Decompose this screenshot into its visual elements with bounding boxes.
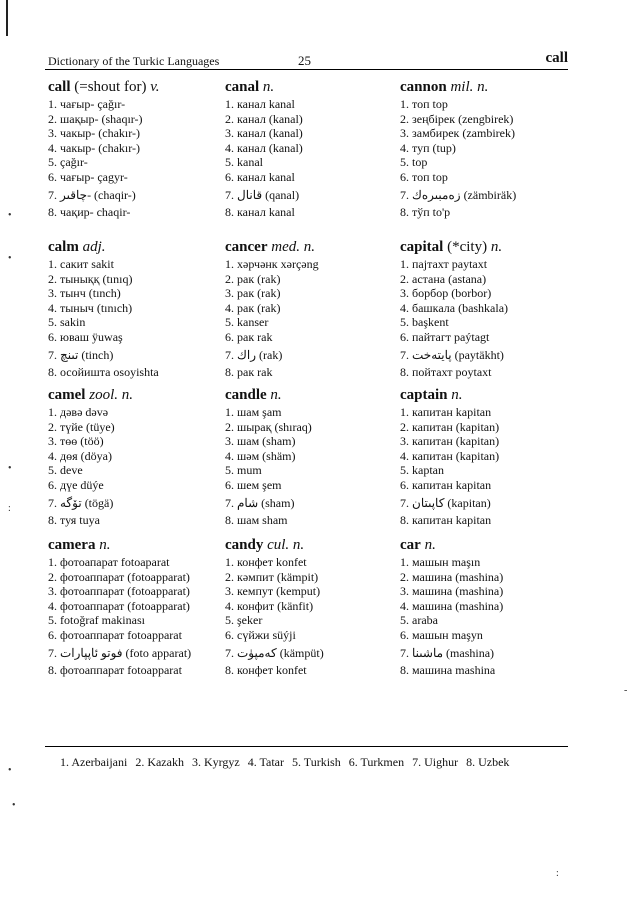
translation-item: 6. дүе düýe (48, 477, 104, 492)
dictionary-entry (225, 78, 403, 219)
margin-mark: • (8, 210, 12, 221)
translation-item: 2. фотоаппарат (fotoapparat) (48, 569, 190, 584)
language-key-item: 3. Kyrgyz (191, 755, 240, 769)
translation-item: 4. туп (tup) (400, 140, 456, 155)
translation-item: 5. kaptan (400, 463, 444, 478)
entry-headword (225, 78, 403, 97)
translation-item: 4. чакыр- (chakır-) (48, 140, 140, 155)
translation-item: 2. шырақ (shıraq) (225, 419, 312, 434)
language-key-item: 2. Kazakh (135, 755, 184, 769)
translation-item: 7. تىنچ (tinch) (48, 347, 114, 362)
headword-text: calm (48, 239, 79, 255)
translation-item: 7. چاقىر- (chaqir-) (48, 187, 136, 202)
translation-item: 8. тўп to'p (400, 204, 451, 219)
translation-item: 3. кемпут (kemput) (225, 584, 321, 599)
translation-item: 2. рак (rak) (225, 271, 281, 286)
translation-item: 2. шақыр- (shaqır-) (48, 111, 143, 126)
entry-headword (400, 386, 578, 405)
part-of-speech: n. (424, 537, 436, 553)
language-key-item: 7. Uighur (412, 755, 459, 769)
dictionary-entry (225, 386, 403, 527)
translation-item: 2. капитан (kapitan) (400, 419, 500, 434)
entry-headword (48, 386, 226, 405)
translation-item: 7. كەمپۈت (kämpüt) (225, 645, 324, 660)
translation-item: 6. чағыр- çagyr- (48, 169, 128, 184)
part-of-speech: adj. (82, 239, 106, 255)
translation-item: 8. пойтахт poytaxt (400, 364, 492, 379)
entry-headword (400, 78, 578, 97)
translation-item: 7. راك (rak) (225, 347, 283, 362)
margin-mark: - (624, 685, 628, 696)
entry-headword (225, 536, 403, 555)
translation-item: 1. топ top (400, 97, 448, 111)
dictionary-entry (400, 386, 578, 527)
translation-item: 7. تۆگە (tögä) (48, 495, 114, 510)
translation-item: 8. машина mashina (400, 662, 496, 677)
translation-item: 7. زەمبىرەك (zämbiräk) (400, 187, 517, 202)
translation-item: 6. канал kanal (225, 169, 295, 184)
translation-item: 3. шам (sham) (225, 434, 296, 449)
translation-item: 4. машина (mashina) (400, 598, 504, 613)
margin-mark: • (8, 253, 12, 264)
translation-item: 7. پايتەخت (paytäkht) (400, 347, 504, 362)
translation-item: 4. шәм (shäm) (225, 448, 296, 463)
translation-item: 5. başkent (400, 315, 449, 330)
translation-item: 8. капитан kapitan (400, 512, 492, 527)
translation-item: 5. fotoğraf makinası (48, 613, 145, 628)
margin-mark: • (12, 800, 16, 811)
translation-item: 8. осойишта osoyishta (48, 364, 159, 379)
translation-item: 2. зеңбірек (zengbirek) (400, 111, 514, 126)
translation-item: 1. пајтахт paytaxt (400, 257, 488, 271)
margin-mark: : (556, 868, 559, 879)
translation-item: 3. рак (rak) (225, 286, 281, 301)
translation-item: 3. фотоаппарат (fotoapparat) (48, 584, 190, 599)
part-of-speech: n. (99, 537, 111, 553)
translation-item: 4. дөя (döya) (48, 448, 112, 463)
translation-item: 8. фотоаппарат fotoapparat (48, 662, 182, 677)
part-of-speech: v. (150, 79, 160, 95)
translation-item: 7. كاپىتان (kapitan) (400, 495, 491, 510)
translation-item: 7. ماشىنا (mashina) (400, 645, 495, 660)
translation-item: 6. пайтагт paýtagt (400, 329, 490, 344)
part-of-speech: n. (262, 79, 275, 95)
translation-item: 3. борбор (borbor) (400, 286, 492, 301)
entry-headword (48, 238, 226, 257)
page-number: 25 (298, 53, 311, 68)
translation-item: 6. топ top (400, 169, 448, 184)
translation-item: 2. астана (astana) (400, 271, 487, 286)
entry-headword (400, 536, 578, 555)
translation-list (48, 97, 226, 219)
translation-item: 1. шам şam (225, 405, 282, 419)
translation-item: 5. şeker (225, 613, 263, 628)
headword-text: candle (225, 387, 267, 403)
headword-qualifier: (=shout for) (70, 79, 147, 95)
translation-item: 3. канал (kanal) (225, 126, 303, 141)
translation-item: 2. канал (kanal) (225, 111, 303, 126)
translation-item: 3. капитан (kapitan) (400, 434, 500, 449)
entry-headword (400, 238, 578, 257)
translation-item: 4. канал (kanal) (225, 140, 303, 155)
translation-item: 6. рак rak (225, 329, 273, 344)
translation-item: 5. deve (48, 463, 83, 478)
translation-item: 4. капитан (kapitan) (400, 448, 500, 463)
headword-text: camel (48, 387, 86, 403)
translation-list (400, 405, 578, 527)
header-rule (45, 69, 568, 70)
translation-list (400, 97, 578, 219)
entry-headword (225, 386, 403, 405)
translation-item: 1. хәрчәнк xərçəng (225, 257, 319, 271)
dictionary-entry (48, 386, 226, 527)
translation-item: 1. сакит sakit (48, 257, 114, 271)
headword-text: candy (225, 537, 264, 553)
headword-text: cancer (225, 239, 268, 255)
translation-item: 4. конфит (känfit) (225, 598, 314, 613)
headword-text: call (48, 79, 71, 95)
translation-list (225, 97, 403, 219)
translation-list (400, 555, 578, 677)
entry-headword (48, 78, 226, 97)
translation-list (48, 555, 226, 677)
language-key-item: 1. Azerbaijani (60, 755, 128, 769)
part-of-speech: n. (451, 387, 463, 403)
translation-item: 8. канал kanal (225, 204, 295, 219)
translation-item: 6. капитан kapitan (400, 477, 492, 492)
translation-item: 1. фотоапарат fotoaparat (48, 555, 170, 569)
translation-item: 4. рак (rak) (225, 300, 281, 315)
page-edge-mark (6, 0, 8, 36)
margin-mark: • (8, 463, 12, 474)
translation-item: 2. машина (mashina) (400, 569, 504, 584)
translation-item: 8. туя tuya (48, 512, 100, 527)
dictionary-entry (48, 536, 226, 677)
language-key-item: 4. Tatar (247, 755, 285, 769)
translation-item: 4. тыныч (tınıch) (48, 300, 133, 315)
headword-text: car (400, 537, 421, 553)
headword-text: captain (400, 387, 448, 403)
headword-text: canal (225, 79, 260, 95)
translation-list (225, 555, 403, 677)
translation-item: 5. sakin (48, 315, 86, 330)
translation-item: 3. чакыр- (chakır-) (48, 126, 140, 141)
translation-item: 2. кәмпит (kämpit) (225, 569, 319, 584)
part-of-speech: mil. n. (450, 79, 489, 95)
translation-item: 5. kanser (225, 315, 269, 330)
entry-headword (48, 536, 226, 555)
translation-item: 8. рак rak (225, 364, 273, 379)
headword-text: cannon (400, 79, 447, 95)
translation-item: 6. машын maşyn (400, 627, 483, 642)
translation-item: 5. çağır- (48, 155, 88, 170)
dictionary-title: Dictionary of the Turkic Languages (48, 54, 220, 68)
footer-rule (45, 746, 568, 747)
translation-item: 7. فوتو ئاپپارات (foto apparat) (48, 645, 192, 660)
language-key-item: 6. Turkmen (348, 755, 405, 769)
translation-item: 8. шам sham (225, 512, 288, 527)
translation-item: 6. шем şem (225, 477, 282, 492)
margin-mark: • (8, 765, 12, 776)
part-of-speech: n. (490, 239, 503, 255)
translation-list (225, 405, 403, 527)
part-of-speech: zool. n. (89, 387, 133, 403)
part-of-speech: cul. n. (267, 537, 305, 553)
dictionary-entry (48, 238, 226, 379)
translation-item: 8. чақир- chaqir- (48, 204, 131, 219)
translation-item: 6. фотоаппарат fotoapparat (48, 627, 182, 642)
translation-item: 6. сүйжи süýji (225, 627, 296, 642)
translation-list (48, 405, 226, 527)
translation-item: 8. конфет konfet (225, 662, 307, 677)
translation-list (225, 257, 403, 379)
translation-item: 5. mum (225, 463, 262, 478)
headword-text: camera (48, 537, 96, 553)
translation-item: 5. araba (400, 613, 438, 628)
dictionary-entry (48, 78, 226, 219)
translation-item: 6. юваш ÿuwaş (48, 329, 123, 344)
translation-item: 4. башкала (bashkala) (400, 300, 509, 315)
translation-item: 1. машын maşın (400, 555, 481, 569)
translation-item: 5. kanal (225, 155, 263, 170)
entry-headword (225, 238, 403, 257)
translation-item: 1. дәвә dəvə (48, 405, 109, 419)
translation-item: 1. канал kanal (225, 97, 295, 111)
headword-text: capital (400, 239, 444, 255)
language-key-item: 8. Uzbek (466, 755, 510, 769)
page-header (48, 51, 568, 69)
translation-item: 1. чағыр- çağır- (48, 97, 126, 111)
dictionary-entry (400, 536, 578, 677)
translation-item: 4. фотоаппарат (fotoapparat) (48, 598, 190, 613)
translation-item: 1. капитан kapitan (400, 405, 492, 419)
dictionary-entry (400, 78, 578, 219)
translation-item: 7. قانال (qanal) (225, 187, 300, 202)
headword-qualifier: (*city) (443, 239, 488, 255)
translation-item: 3. замбирек (zambirek) (400, 126, 515, 141)
translation-item: 7. شام (sham) (225, 495, 295, 510)
part-of-speech: n. (270, 387, 282, 403)
translation-list (400, 257, 578, 379)
part-of-speech: med. n. (271, 239, 315, 255)
translation-item: 3. машина (mashina) (400, 584, 504, 599)
language-key (60, 755, 517, 770)
translation-item: 3. төө (töö) (48, 434, 104, 449)
dictionary-entry (225, 536, 403, 677)
language-key-item: 5. Turkish (292, 755, 341, 769)
translation-item: 5. top (400, 155, 428, 170)
guide-word: call (545, 50, 568, 66)
translation-item: 2. түйе (tüye) (48, 419, 115, 434)
translation-list (48, 257, 226, 379)
dictionary-entry (400, 238, 578, 379)
translation-item: 2. тыныққ (tınıq) (48, 271, 133, 286)
translation-item: 1. конфет konfet (225, 555, 307, 569)
dictionary-entry (225, 238, 403, 379)
translation-item: 3. тынч (tınch) (48, 286, 121, 301)
margin-mark: : (8, 503, 11, 514)
